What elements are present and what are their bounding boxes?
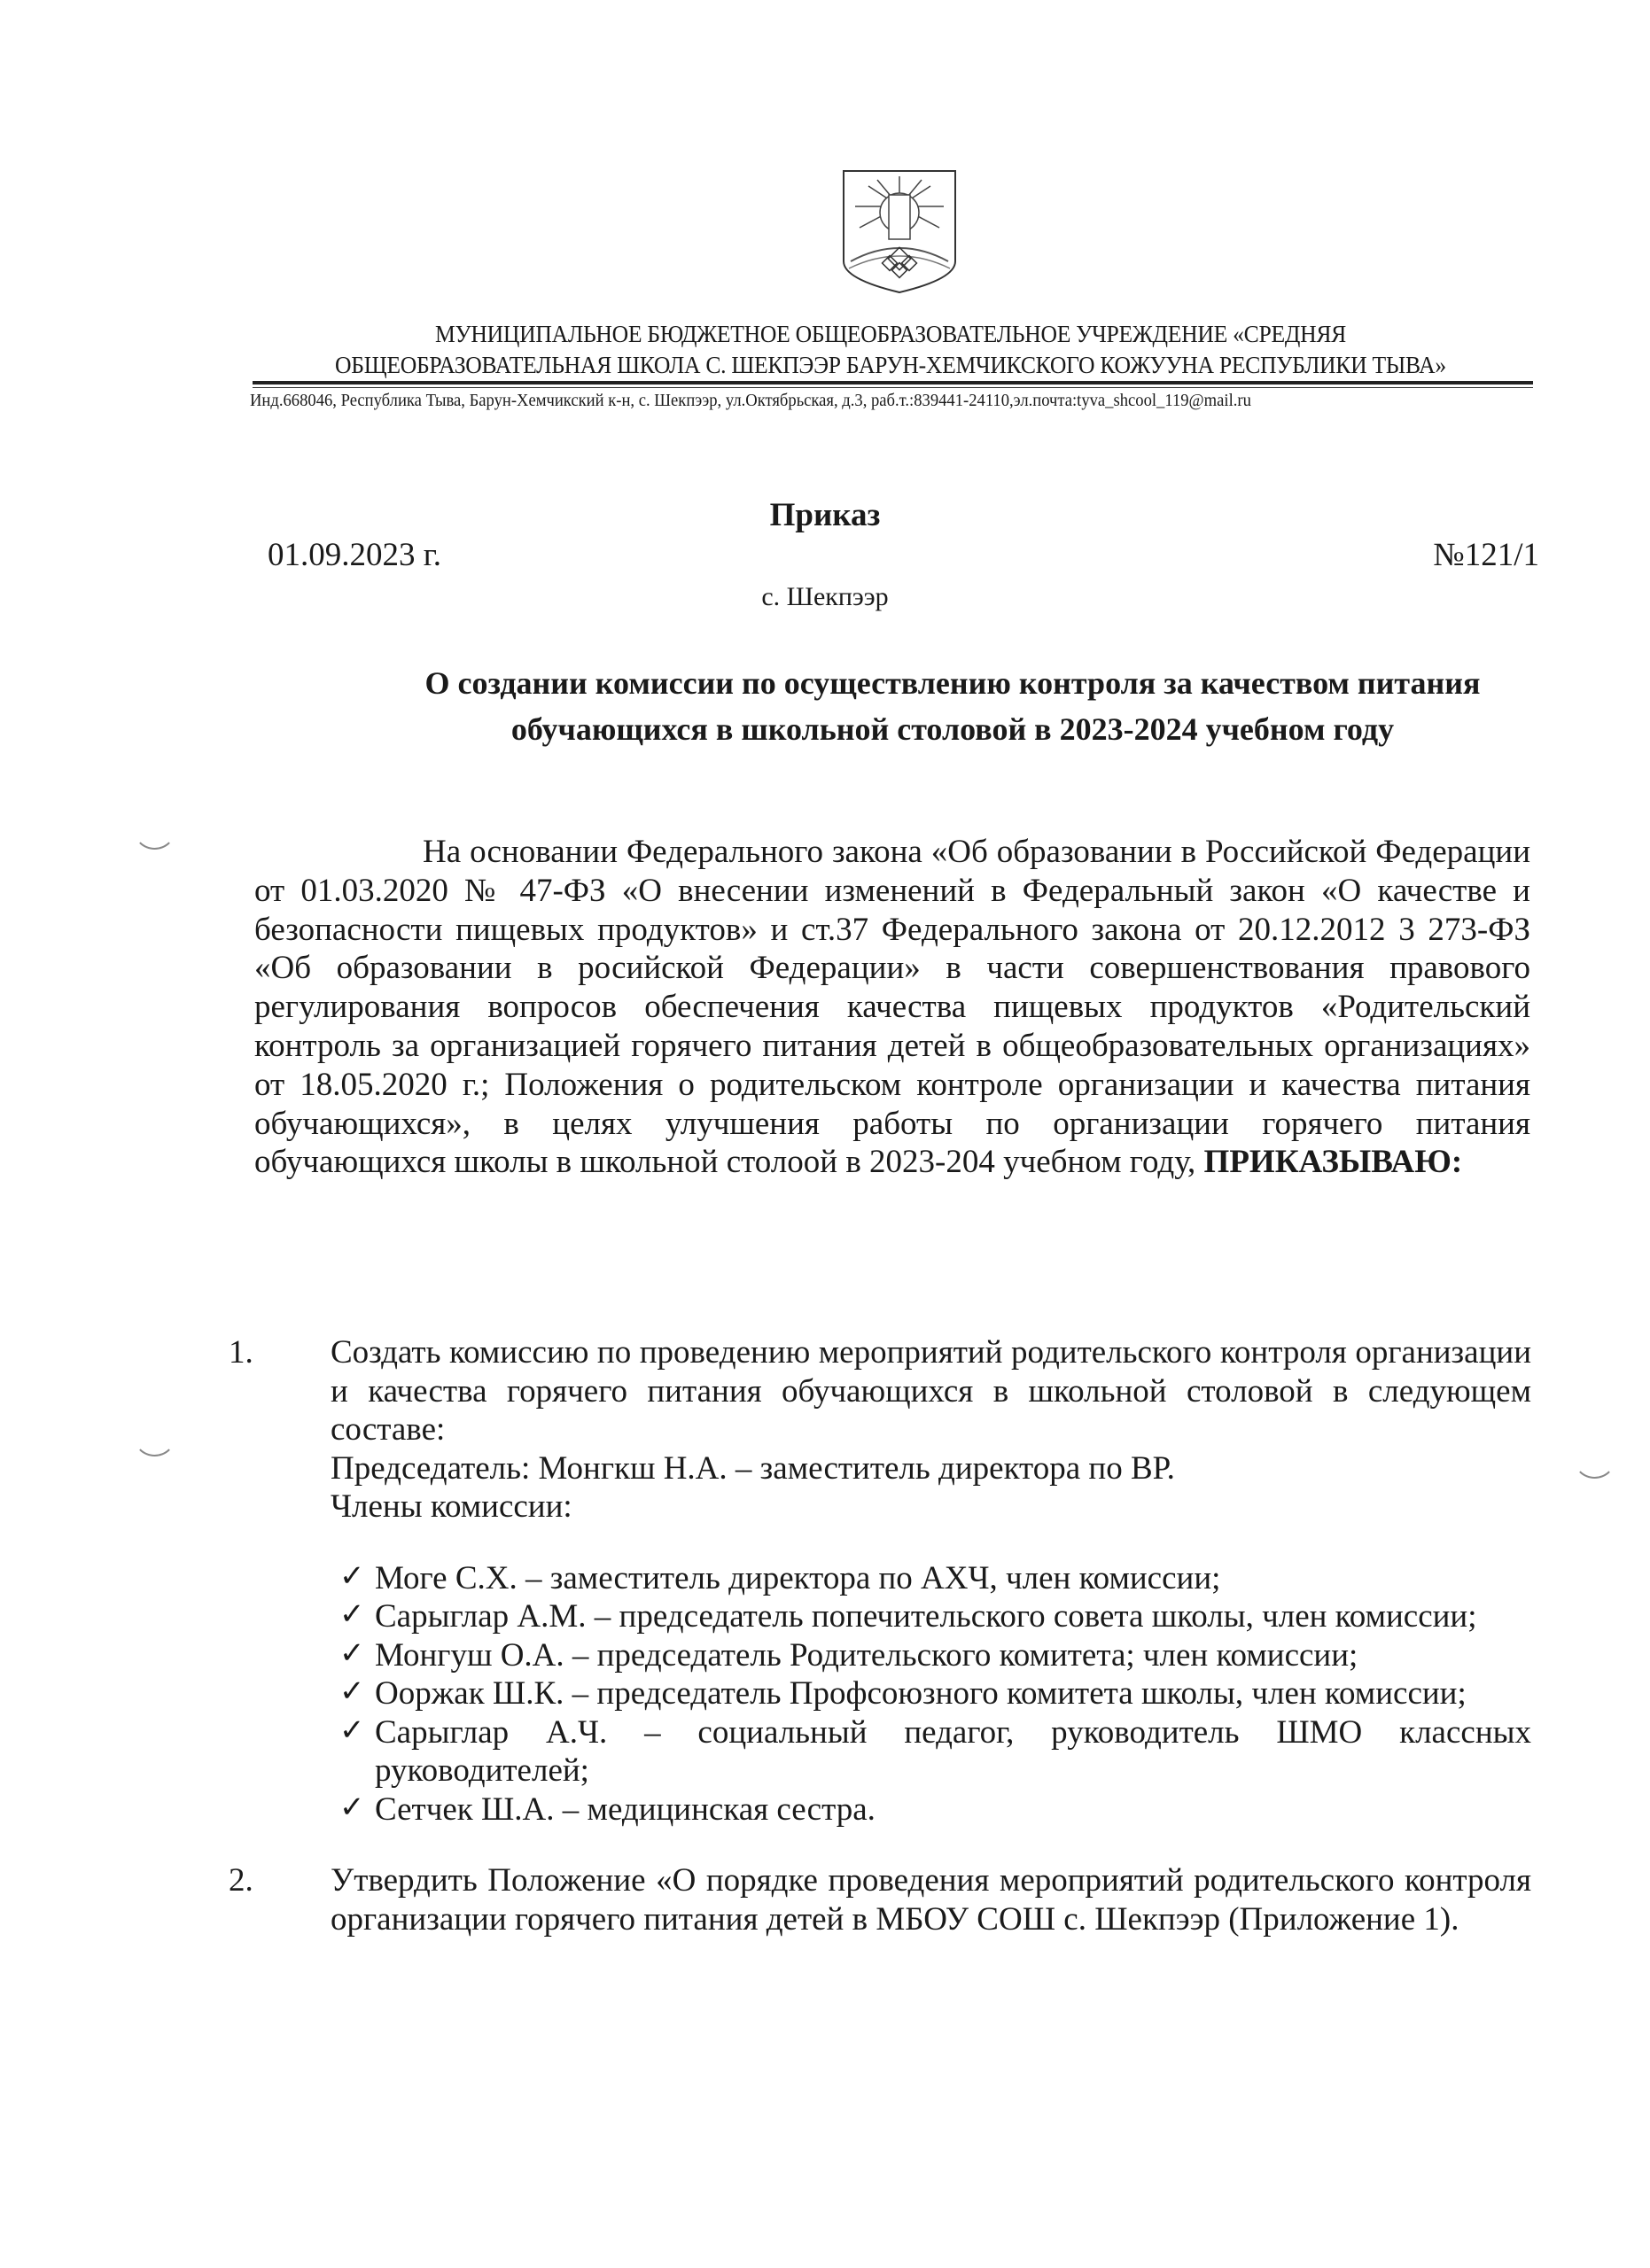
item-number: 1. (229, 1334, 253, 1371)
check-icon: ✓ (339, 1559, 365, 1593)
letterhead-divider-thin (253, 387, 1533, 388)
member-text: Сарыглар А.М. – председатель попечительского совета школы, член комиссии; (375, 1598, 1477, 1635)
organization-name-line-1: МУНИЦИПАЛЬНОЕ БЮДЖЕТНОЕ ОБЩЕОБРАЗОВАТЕЛЬНОЕ УЧРЕЖДЕНИЕ «СРЕДНЯЯ (435, 321, 1346, 347)
scan-hole-mark (133, 1413, 176, 1456)
member-item (331, 1597, 1531, 1636)
members-label: Члены комиссии: (331, 1488, 572, 1525)
member-item (331, 1713, 1531, 1790)
check-icon: ✓ (339, 1713, 365, 1747)
commission-chairman: Председатель: Монгкш Н.А. – заместитель директора по ВР. (331, 1449, 1175, 1487)
scan-hole-mark (133, 806, 176, 850)
member-text: Ооржак Ш.К. – председатель Профсоюзного комитета школы, член комиссии; (375, 1675, 1467, 1712)
member-item (331, 1559, 1531, 1598)
preamble (254, 833, 1530, 1182)
order-word: ПРИКАЗЫВАЮ: (1203, 1144, 1463, 1181)
organization-address: Инд.668046, Республика Тыва, Барун-Хемчикский к-н, с. Шекпээр, ул.Октябрьская, д.3, раб.т.:839441-24110,эл.почта:tyva_shcool_119@mail.ru (250, 391, 1251, 410)
member-text: Сарыглар А.Ч. – социальный педагог, руководитель ШМО классных руководителей; (375, 1713, 1531, 1789)
order-item-1 (220, 1333, 1531, 1829)
check-icon: ✓ (339, 1675, 365, 1708)
member-text: Сетчек Ш.А. – медицинская сестра. (375, 1790, 876, 1828)
member-text: Монгуш О.А. – председатель Родительского комитета; член комиссии; (375, 1636, 1358, 1674)
order-number: №121/1 (1433, 537, 1539, 573)
preamble-text: На основании Федерального закона «Об образовании в Российской Федерации от 01.03.2020 № 47-ФЗ «О внесении изменений в Федеральный закон «О качестве и безопасности пищевых продуктов» и ст.37 Федерального закона от 20.12.2012 3 273-ФЗ «Об образовании в росийской Федерации» в части совершенствования правового регулирования вопросов обеспечения качества пищевых продуктов «Родительский контроль за организацией горячего питания детей в общеобразовательных организациях» от 18.05.2020 г.; Положения о родительском контроле организации и качества питания обучающихся», в целях улучшения работы по организации горячего питания обучающихся школы в школьной столоой в 2023-204 учебном году, (254, 834, 1530, 1181)
item-text: Утвердить Положение «О порядке проведения мероприятий родительского контроля организации горячего питания детей в МБОУ СОШ с. Шекпээр (Приложение 1). (331, 1862, 1531, 1938)
coat-of-arms-emblem (833, 164, 966, 297)
document-title: Приказ (769, 497, 881, 533)
order-place: с. Шекпээр (761, 582, 889, 611)
members-list (331, 1559, 1531, 1829)
check-icon: ✓ (339, 1636, 365, 1670)
order-date: 01.09.2023 г. (268, 537, 442, 573)
item-text: Создать комиссию по проведению мероприятий родительского контроля организации и качества горячего питания обучающихся в школьной столовой в следующем составе: (331, 1334, 1531, 1448)
order-item-2 (220, 1861, 1531, 1938)
item-number: 2. (229, 1862, 253, 1899)
member-item (331, 1790, 1531, 1829)
scan-hole-mark (1573, 1435, 1616, 1479)
member-item (331, 1636, 1531, 1675)
check-icon: ✓ (339, 1598, 365, 1631)
order-subject: О создании комиссии по осуществлению контроля за качеством питания обучающихся в школьной столовой в 2023-2024 учебном году (424, 665, 1481, 747)
organization-name-line-2: ОБЩЕОБРАЗОВАТЕЛЬНАЯ ШКОЛА С. ШЕКПЭЭР БАРУН-ХЕМЧИКСКОГО КОЖУУНА РЕСПУБЛИКИ ТЫВА» (335, 352, 1446, 378)
member-item (331, 1674, 1531, 1713)
order-items (220, 1333, 1531, 1938)
letterhead-divider (253, 381, 1533, 384)
check-icon: ✓ (339, 1790, 365, 1824)
member-text: Моге С.Х. – заместитель директора по АХЧ, член комиссии; (375, 1559, 1221, 1596)
